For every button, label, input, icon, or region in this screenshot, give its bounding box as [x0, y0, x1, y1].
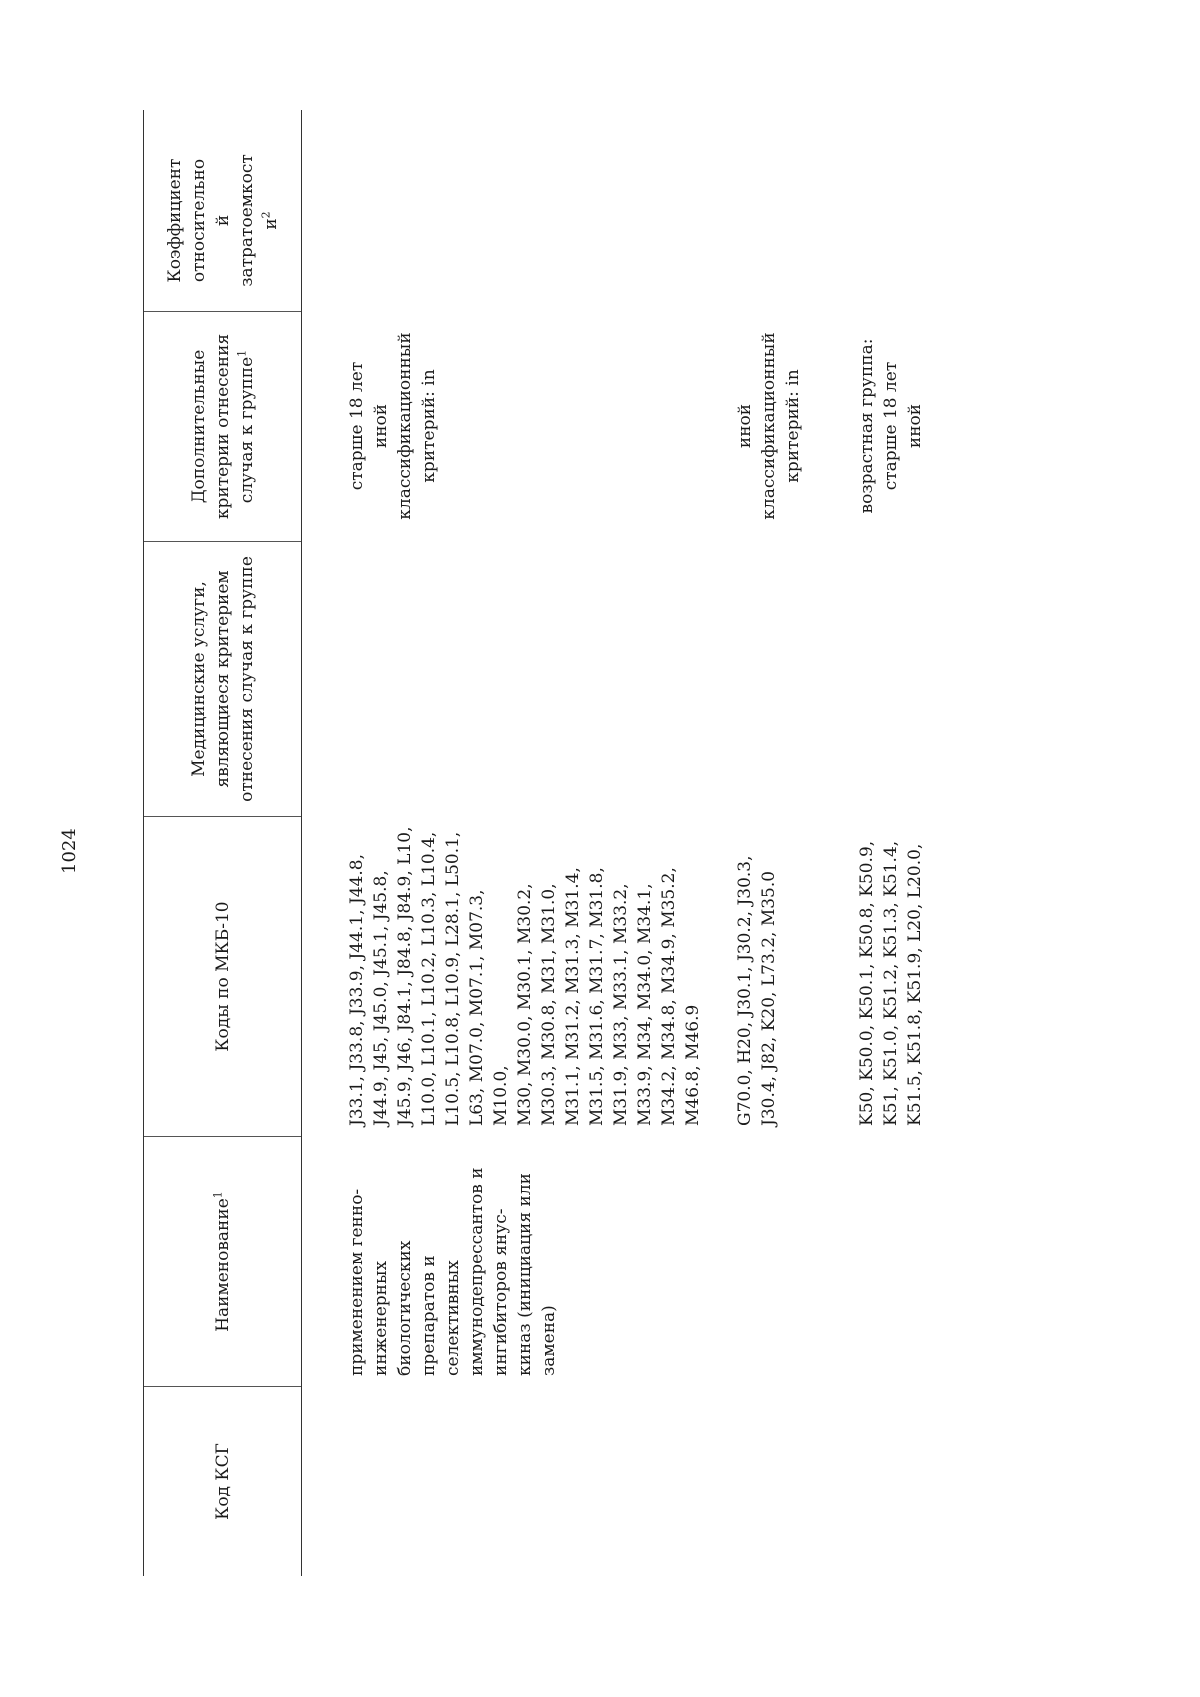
table-row [733, 110, 805, 1576]
cell-services [733, 541, 805, 816]
cell-extra: старше 18 лет иной классификационный критерий: in [347, 332, 439, 520]
cell-code [733, 1386, 805, 1576]
header-coeff: Коэффициент относительно й затратоемкост $и^2$ [164, 154, 281, 287]
cell-code [855, 1386, 927, 1576]
cell-icd: K50, K50.0, K50.1, K50.8, K50.9, K51, K51.0, K51.2, K51.3, K51.4, K51.5, K51.8, K51.9, L20, L20.0, [857, 840, 925, 1126]
cell-coeff [733, 130, 805, 311]
cell-name [855, 1136, 927, 1386]
cell-name [733, 1136, 805, 1386]
header-services: Медицинские услуги, являющиеся критерием отнесения случая к группе [144, 541, 301, 816]
cell-extra: возрастная группа: старше 18 лет иной [857, 338, 925, 514]
header-name: Наименование$^1$ [144, 1136, 301, 1386]
table-row [855, 110, 927, 1576]
cell-icd: J33.1, J33.8, J33.9, J44.1, J44.8, J44.9, J45, J45.0, J45.1, J45.8, J45.9, J46, J84.1, J84.8, J84.9, L10, L10.0, L10.1, L10.2, L10.3, L10.4, L10.5, L10.8, L10.9, L28.1, L50.1, L63, M07.0, M07.1, M07.3, M10.0, M30, M30.0, M30.1, M30.2, M30.3, M30.8, M31, M31.0, M31.1, M31.2, M31.3, M31.4, M31.5, M31.6, M31.7, M31.8, M31.9, M33, M33.1, M33.2, M33.9, M34, M34.0, M34.1, M34.2, M34.8, M34.9, M35.2, M46.8, M46.9 [347, 826, 703, 1126]
cell-coeff [855, 130, 927, 311]
header-icd: Коды по МКБ-10 [144, 816, 301, 1136]
header-extra: Дополнительные критерии отнесения случая к группе$^1$ [144, 311, 301, 541]
table-header [143, 110, 302, 1576]
cell-services [855, 541, 927, 816]
cell-icd: G70.0, H20, J30.1, J30.2, J30.3, J30.4, J82, K20, L73.2, M35.0 [735, 855, 779, 1126]
cell-extra: иной классификационный критерий: in [735, 332, 803, 520]
cell-services [345, 541, 705, 816]
page-number: 1024 [59, 828, 80, 874]
cell-code [345, 1386, 705, 1576]
rotated-table [143, 110, 1043, 1576]
cell-name: применением генно- инженерных биологических препаратов и селективных иммунодепрессантов и ингибиторов янус- киназ (инициация или замена) [347, 1167, 559, 1376]
cell-coeff [345, 130, 705, 311]
table-row [345, 110, 705, 1576]
header-code: Код КСГ [144, 1386, 301, 1576]
